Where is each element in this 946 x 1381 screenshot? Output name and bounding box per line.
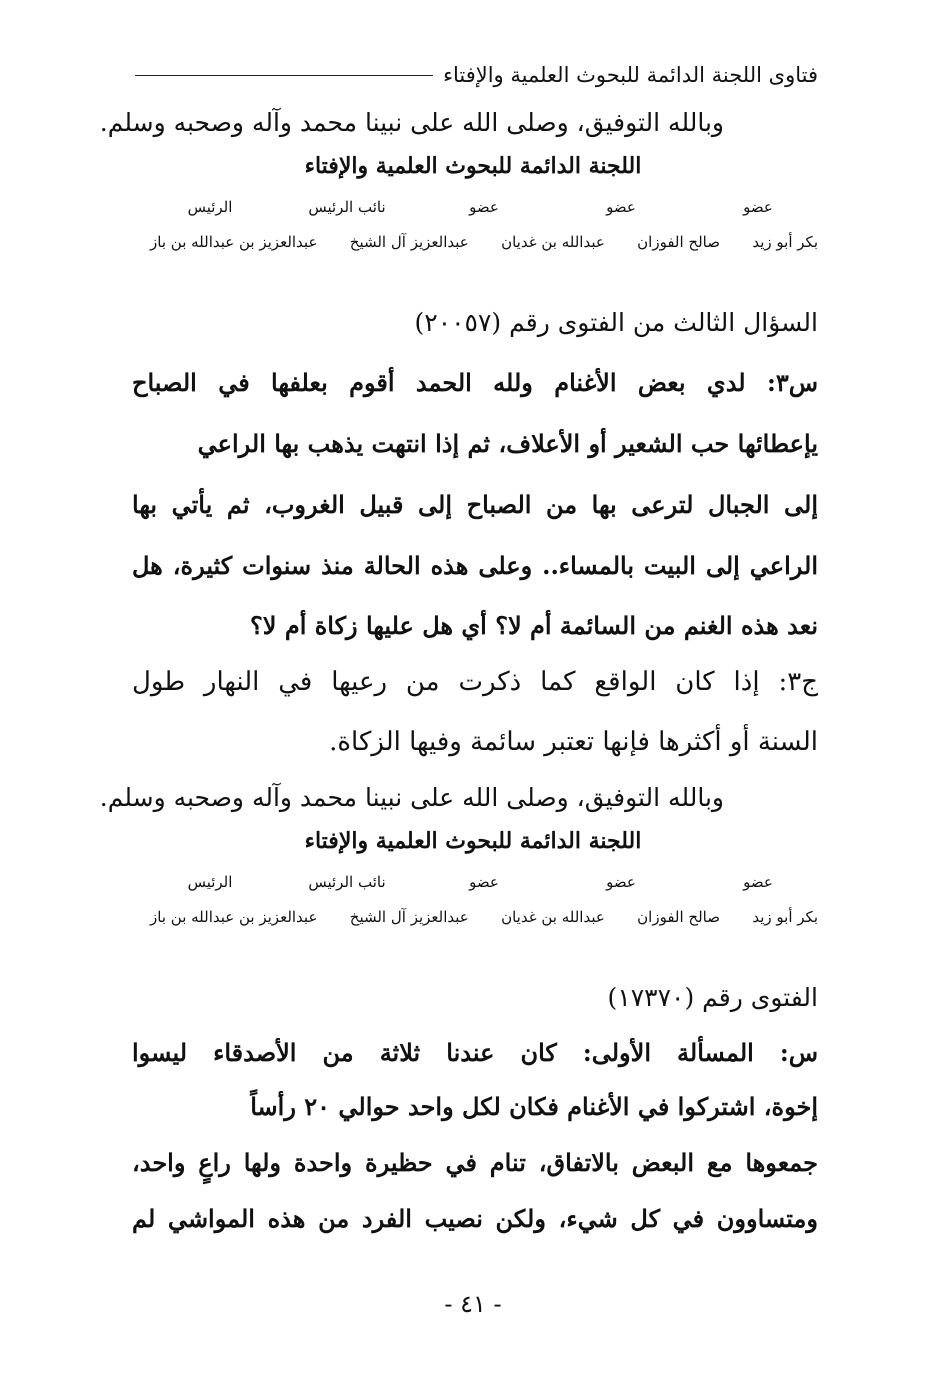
book-title: فتاوى اللجنة الدائمة للبحوث العلمية والإفتاء: [443, 63, 818, 87]
question-line: جمعوها مع البعض بالاتفاق، تنام في حظيرة واحدة ولها راعٍ واحد،: [132, 1148, 818, 1177]
signatory-roles: [150, 198, 818, 216]
closing-prayer: وبالله التوفيق، وصلى الله على نبينا محمد وآله وصحبه وسلم.: [99, 783, 724, 812]
role-label: الرئيس: [187, 873, 233, 891]
committee-name: اللجنة الدائمة للبحوث العلمية والإفتاء: [304, 828, 642, 854]
signatory-name: عبدالعزيز بن عبدالله بن باز: [150, 233, 318, 251]
signatory-name: عبدالله بن غديان: [501, 233, 605, 251]
signatory-name: صالح الفوزان: [637, 233, 720, 251]
role-label: عضو: [606, 873, 636, 891]
role-label: عضو: [743, 873, 773, 891]
question-line: س: المسألة الأولى: كان عندنا ثلاثة من الأصدقاء ليسوا: [132, 1038, 818, 1067]
question-line: إخوة، اشتركوا في الأغنام فكان لكل واحد حوالي ٢٠ رأساً: [250, 1092, 818, 1121]
question-line: ومتساوون في كل شيء، ولكن نصيب الفرد من هذه المواشي لم: [132, 1204, 818, 1233]
question-line: إلى الجبال لترعى بها من الصباح إلى قبيل الغروب، ثم يأتي بها: [132, 490, 818, 519]
fatwa-heading: السؤال الثالث من الفتوى رقم (٢٠٠٥٧): [414, 308, 818, 337]
role-label: عضو: [469, 198, 499, 216]
page-number: - ٤١ -: [444, 1290, 502, 1318]
role-label: الرئيس: [187, 198, 233, 216]
signatory-names: [150, 233, 818, 251]
signatory-name: عبدالعزيز آل الشيخ: [349, 908, 469, 926]
signatory-name: بكر أبو زيد: [752, 908, 818, 926]
question-line: نعد هذه الغنم من السائمة أم لا؟ أي هل عليها زكاة أم لا؟: [250, 611, 818, 640]
role-label: عضو: [606, 198, 636, 216]
role-label: عضو: [469, 873, 499, 891]
committee-name: اللجنة الدائمة للبحوث العلمية والإفتاء: [304, 153, 642, 179]
role-label: نائب الرئيس: [308, 873, 386, 891]
signatory-name: عبدالعزيز آل الشيخ: [349, 233, 469, 251]
question-line: يإعطائها حب الشعير أو الأعلاف، ثم إذا انتهت يذهب بها الراعي: [197, 429, 818, 458]
signatory-name: بكر أبو زيد: [752, 233, 818, 251]
header-rule: [135, 75, 433, 76]
question-line: س٣: لدي بعض الأغنام ولله الحمد أقوم بعلفها في الصباح: [132, 368, 818, 397]
signatory-roles: [150, 873, 818, 891]
question-line: الراعي إلى البيت بالمساء.. وعلى هذه الحالة منذ سنوات كثيرة، هل: [132, 551, 818, 580]
page-header: [135, 58, 818, 92]
role-label: عضو: [743, 198, 773, 216]
fatwa-heading: الفتوى رقم (١٧٣٧٠): [607, 983, 818, 1012]
signatory-name: صالح الفوزان: [637, 908, 720, 926]
signatory-name: عبدالعزيز بن عبدالله بن باز: [150, 908, 318, 926]
answer-line: ج٣: إذا كان الواقع كما ذكرت من رعيها في النهار طول: [132, 667, 818, 697]
signatory-names: [150, 908, 818, 926]
role-label: نائب الرئيس: [308, 198, 386, 216]
signatory-name: عبدالله بن غديان: [501, 908, 605, 926]
closing-prayer: وبالله التوفيق، وصلى الله على نبينا محمد وآله وصحبه وسلم.: [99, 108, 724, 137]
answer-line: السنة أو أكثرها فإنها تعتبر سائمة وفيها الزكاة.: [329, 727, 818, 757]
